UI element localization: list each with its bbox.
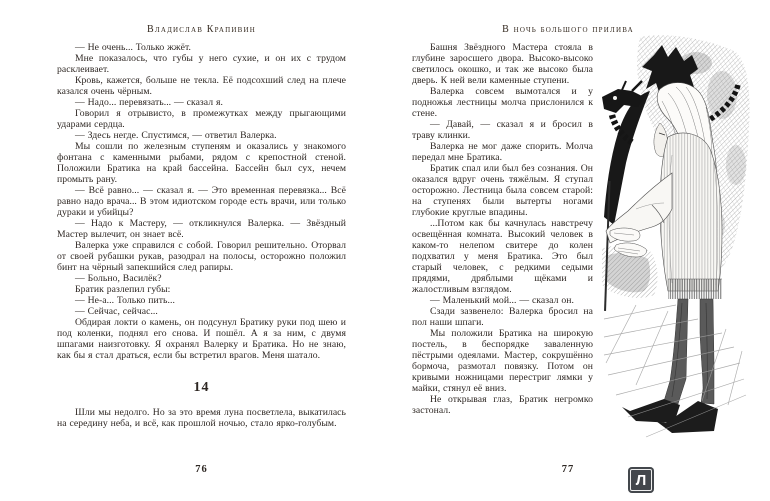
paragraph: Кровь, кажется, больше не текла. Её подсохший след на плече казался очень чёрным. xyxy=(57,75,346,97)
paragraph: — Давай, — сказал я и бросил в траву клинки. xyxy=(412,119,593,141)
paragraph: Валерка совсем вымотался и у подножья лестницы молча прислонился к стене. xyxy=(412,86,593,119)
paragraph: ...Потом как бы качнулась навстречу освещённая комната. Высокий человек в каком-то нелепом свитере до колен подхватил у меня Братика. Это был старый человек, с редкими седыми прядями, дряблыми щёками и жалостливым взглядом. xyxy=(412,218,593,295)
paragraph: — Маленький мой... — сказал он. xyxy=(430,295,574,306)
paragraph: Башня Звёздного Мастера стояла в глубине заросшего двора. Высоко-высоко светилось окошко, и так же высоко была дверь. К ней вели каменные ступени. xyxy=(412,42,593,86)
pointed-shoes xyxy=(622,399,718,433)
left-page-text xyxy=(57,42,346,429)
paragraph: Обдирая локти о камень, он подсунул Братику руки под шею и под коленки, поднял его снова. И пошёл. А я за ним, с двумя шпагами наизготовку. Я охранял Валерку и Братика. Но не знаю, как бы я стал драться, если бы встретил врагов. Меня шатало. xyxy=(57,317,346,361)
labirint-logo xyxy=(628,467,654,493)
paragraph: Не открывая глаз, Братик негромко застонал. xyxy=(412,394,593,416)
left-paragraphs-2 xyxy=(57,407,346,429)
paragraph: Говорил я отрывисто, в промежутках между прыгающими ударами сердца. xyxy=(57,108,346,130)
paragraph: Шли мы недолго. Но за это время луна посветлела, выкатилась на середину неба, и всё, как прошлой ночью, стало ярко-голубым. xyxy=(57,407,346,429)
page-number-right: 77 xyxy=(561,464,575,475)
right-page-text xyxy=(412,42,593,416)
paragraph: Мы сошли по железным ступеням и оказались у знакомого фонтана с каменными рыбами, рядом с крепостной стеной. Положили Братика на край бассейна. Бассейн был сух, нечем промыть рану. xyxy=(57,141,346,185)
page-number-left: 76 xyxy=(195,464,208,475)
running-head-left: Владислав Крапивин xyxy=(147,24,256,35)
paragraph: Мне показалось, что губы у него сухие, и он их с трудом расклеивает. xyxy=(57,53,346,75)
paragraph: — Здесь негде. Спустимся, — ответил Валерка. xyxy=(75,130,277,141)
paragraph: — Не-а... Только пить... xyxy=(75,295,175,306)
paragraph: — Надо к Мастеру, — откликнулся Валерка. — Звёздный Мастер вылечит, он знает всё. xyxy=(57,218,346,240)
paragraph: Мы положили Братика на широкую постель, в беспорядке заваленную пёстрыми одеялами. Мастер, сокрушённо бормоча, размотал повязку. Потом он кривыми ножницами перестриг лямки у майки, стянул её вниз. xyxy=(412,328,593,394)
right-paragraphs xyxy=(412,42,593,416)
paragraph: Валерка не мог даже спорить. Молча передал мне Братика. xyxy=(412,141,593,163)
paragraph: — Сейчас, сейчас... xyxy=(75,306,158,317)
paragraph: Сзади зазвенело: Валерка бросил на пол наши шпаги. xyxy=(412,306,593,328)
left-paragraphs-1 xyxy=(57,42,346,361)
paragraph: Братик спал или был без сознания. Он оказался вдруг очень тяжёлым. Я ступал осторожно. Лестница была совсем старой: на ступенях были вытерты ногами глубокие круглые впадины. xyxy=(412,163,593,218)
master-illustration xyxy=(602,33,752,461)
labirint-logo-letter: Л xyxy=(635,471,647,489)
paragraph: — Не очень... Только жжёт. xyxy=(75,42,192,53)
running-head-right: В ночь большого прилива xyxy=(502,24,634,35)
paragraph: Валерка уже справился с собой. Говорил решительно. Оторвал от своей рубашки рукав, разодрал на полосы, осторожно положил бинт на чёрный запекшийся след рапиры. xyxy=(57,240,346,273)
chapter-number: 14 xyxy=(193,380,210,395)
paragraph: — Всё равно... — сказал я. — Это временная перевязка... Всё равно надо врача... В этом идиотском городе есть врачи, или только дураки и убийцы? xyxy=(57,185,346,218)
paragraph: — Надо... перевязать... — сказал я. xyxy=(75,97,223,108)
paragraph: — Больно, Василёк? xyxy=(75,273,162,284)
paragraph: Братик разлепил губы: xyxy=(75,284,171,295)
